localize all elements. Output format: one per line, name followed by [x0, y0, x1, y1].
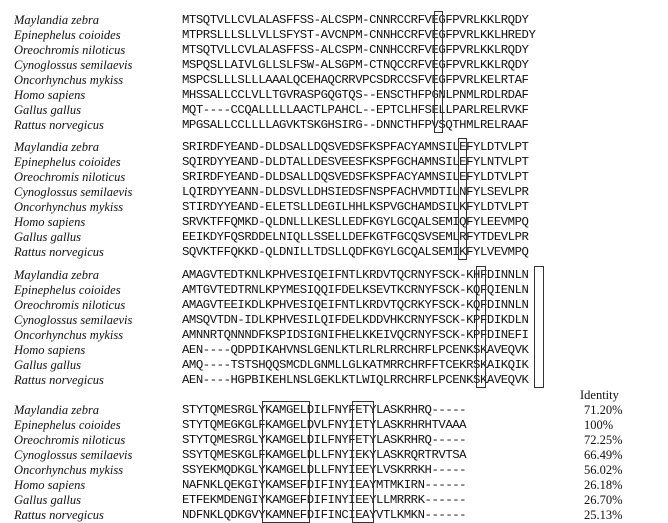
species-name: Oncorhynchus mykiss [14, 463, 124, 477]
sequence: MTSQTVLLCVLALASFFSS-ALCSPM-CNNRCCRFVEGFPVRLKKLRQDY [182, 13, 529, 27]
sequence: MTSQTVLLCVLALASFFSS-ALCSPM-CNNHCCRFVEGFPVRLKKLRQDY [182, 43, 529, 57]
sequence: MQT----CCQALLLLLAACTLPAHCL--EPTCLHFSELLPARLRELRVKF [182, 103, 529, 117]
species-name: Maylandia zebra [14, 268, 100, 282]
identity-value: 100% [584, 418, 614, 432]
sequence: AMQ----TSTSHQQSMCDLGNMLLGLKATMRRCHRFFTCEKRSKAIKQIK [182, 358, 529, 372]
identity-value: 25.13% [584, 508, 623, 522]
species-name: Homo sapiens [14, 478, 86, 492]
species-name: Gallus gallus [14, 358, 82, 372]
sequence: STYTQMESRGLYKAMGELDILFNYFETYLASKRHRQ----- [182, 403, 467, 417]
sequence: MHSSALLCCLVLLTGVRASPGQGTQS--ENSCTHFPGNLPNMLRDLRDAF [182, 88, 529, 102]
species-name: Rattus norvegicus [14, 373, 104, 387]
species-name: Gallus gallus [14, 103, 82, 117]
conserved-cysteine-box [534, 266, 544, 388]
sequence: SSYTQMESKGLFKAMGELDLLFNYIEKYLASKRQRTRVTSA [182, 448, 467, 462]
sequence: NAFNKLQEKGIYKAMSEFDIFINYIEAYMTMKIRN------ [182, 478, 467, 492]
species-name: Cynoglossus semilaevis [14, 58, 133, 72]
sequence: SRVKTFFQMKD-QLDNLLLKESLLEDFKGYLGCQALSEMIQFYLEEVMPQ [182, 215, 529, 229]
species-name: Rattus norvegicus [14, 118, 104, 132]
sequence: AMSQVTDN-IDLKPHVESILQIFDELKDDVHKCRNYFSCK-KPFDIKDLN [182, 313, 529, 327]
sequence: AMTGVTEDTRNLKPYMESIQQIFDELKSEVTKCRNYFSCK-KQFQIENLN [182, 283, 529, 297]
sequence: EEIKDYFQSRDDELNIQLLSSELLDEFKGTFGCQSVSEMLRFYTDEVLPR [182, 230, 529, 244]
species-name: Oreochromis niloticus [14, 433, 126, 447]
species-name: Oreochromis niloticus [14, 43, 126, 57]
sequence: AMAGVTEDTKNLKPHVESIQEIFNTLKRDVTQCRNYFSCK-KHFDINNLN [182, 268, 529, 282]
species-name: Cynoglossus semilaevis [14, 185, 133, 199]
identity-value: 71.20% [584, 403, 623, 417]
sequence: STYTQMESRGLYKAMGELDILFNYFETYLASKRHRQ----- [182, 433, 467, 447]
species-name: Gallus gallus [14, 493, 82, 507]
species-name: Epinephelus coioides [14, 155, 121, 169]
species-name: Oncorhynchus mykiss [14, 73, 124, 87]
identity-column-header: Identity [580, 388, 619, 402]
sequence: SQVKTFFQKKD-QLDNILLTDSLLQDFKGYLGCQALSEMIKFYLVEVMPQ [182, 245, 529, 259]
species-name: Epinephelus coioides [14, 283, 121, 297]
sequence: SRIRDFYEAND-DLDSALLDQSVEDSFKSPFACYAMNSILEFYLDTVLPT [182, 140, 529, 154]
species-name: Rattus norvegicus [14, 245, 104, 259]
identity-value: 72.25% [584, 433, 623, 447]
identity-value: 66.49% [584, 448, 623, 462]
species-name: Cynoglossus semilaevis [14, 448, 133, 462]
identity-value: 56.02% [584, 463, 623, 477]
species-name: Homo sapiens [14, 88, 86, 102]
sequence: AMNNRTQNNNDFKSPIDSIGNIFHELKKEIVQCRNYFSCK-KPFDINEFI [182, 328, 529, 342]
species-name: Rattus norvegicus [14, 508, 104, 522]
species-name: Oncorhynchus mykiss [14, 328, 124, 342]
species-name: Gallus gallus [14, 230, 82, 244]
species-name: Homo sapiens [14, 343, 86, 357]
identity-value: 26.18% [584, 478, 623, 492]
species-name: Maylandia zebra [14, 403, 100, 417]
sequence: MSPQSLLAIVLGLLSLFSW-ALSGPM-CTNQCCRFVEGFPVRLKKLRQDY [182, 58, 529, 72]
sequence: MTPRSLLLSLLVLLSFYST-AVCNPM-CNNHCCRFVEGFPVRLKKLHREDY [182, 28, 536, 42]
sequence: SRIRDFYEAND-DLDSALLDQSVEDSFKSPFACYAMNSILEFYLDTVLPT [182, 170, 529, 184]
species-name: Epinephelus coioides [14, 28, 121, 42]
species-name: Oreochromis niloticus [14, 170, 126, 184]
sequence: SSYEKMQDKGLYKAMGELDLLFNYIEEYLVSKRRKH----- [182, 463, 467, 477]
species-name: Oreochromis niloticus [14, 298, 126, 312]
sequence: SQIRDYYEAND-DLDTALLDESVEESFKSPFGCHAMNSILEFYLNTVLPT [182, 155, 529, 169]
sequence: AEN----QDPDIKAHVNSLGENLKTLRLRLRRCHRFLPCENKSKAVEQVK [182, 343, 529, 357]
identity-value: 26.70% [584, 493, 623, 507]
sequence: LQIRDYYEANN-DLDSVLLDHSIEDSFNSPFACHVMDTILNFYLSEVLPR [182, 185, 529, 199]
sequence: STYTQMEGKGLFKAMGELDVLFNYIETYLASKRHRHTVAAA [182, 418, 467, 432]
species-name: Homo sapiens [14, 215, 86, 229]
species-name: Cynoglossus semilaevis [14, 313, 133, 327]
sequence: AEN----HGPBIKEHLNSLGEKLKTLWIQLRRCHRFLPCENKSKAVEQVK [182, 373, 529, 387]
sequence: ETFEKMDENGIYKAMGEFDIFINYIEEYLLMRRRK------ [182, 493, 467, 507]
sequence: STIRDYYEAND-ELETSLLDEGILHHLKSPVGCHAMDSILKFYLDTVLPT [182, 200, 529, 214]
species-name: Maylandia zebra [14, 140, 100, 154]
species-name: Oncorhynchus mykiss [14, 200, 124, 214]
species-name: Maylandia zebra [14, 13, 100, 27]
sequence: MPGSALLCCLLLLAGVKTSKGHSIRG--DNNCTHFPVSQTHMLRELRAAF [182, 118, 529, 132]
sequence: NDFNKLQDKGVYKAMNEFDIFINCIEAYVTLKMKN------ [182, 508, 467, 522]
sequence: MSPCSLLLSLLLAAALQCEHAQCRRVPCSDRCCSFVEGFPVRLKELRTAF [182, 73, 529, 87]
species-name: Epinephelus coioides [14, 418, 121, 432]
sequence: AMAGVTEEIKDLKPHVESIQEIFNTLKRDVTQCRKYFSCK-KQFDINNLN [182, 298, 529, 312]
